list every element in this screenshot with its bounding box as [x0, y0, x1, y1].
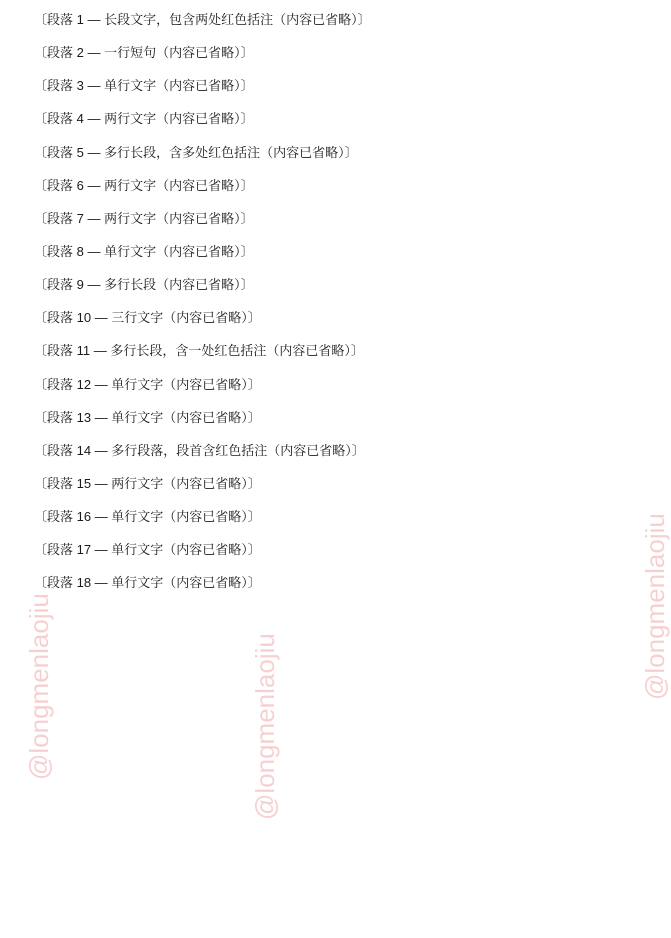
document-paragraph: 〔段落 12 — 单行文字（内容已省略）〕 [34, 376, 261, 392]
document-paragraph: 〔段落 7 — 两行文字（内容已省略）〕 [34, 210, 254, 226]
document-paragraph: 〔段落 16 — 单行文字（内容已省略）〕 [34, 509, 261, 525]
document-paragraph: 〔段落 11 — 多行长段，含一处红色括注（内容已省略）〕 [34, 343, 364, 359]
document-paragraph: 〔段落 17 — 单行文字（内容已省略）〕 [34, 542, 261, 558]
document-paragraph: 〔段落 3 — 单行文字（内容已省略）〕 [34, 78, 254, 94]
document-paragraph: 〔段落 14 — 多行段落，段首含红色括注（内容已省略）〕 [34, 442, 365, 458]
document-paragraph: 〔段落 5 — 多行长段，含多处红色括注（内容已省略）〕 [34, 144, 358, 160]
document-paragraph: 〔段落 15 — 两行文字（内容已省略）〕 [34, 475, 261, 491]
watermark-text: @longmenlaojiu [250, 633, 280, 820]
paragraph-list [8, 10, 663, 594]
watermark-text: @longmenlaojiu [640, 513, 670, 700]
watermark-text: @longmenlaojiu [24, 593, 54, 780]
document-paragraph: 〔段落 13 — 单行文字（内容已省略）〕 [34, 409, 261, 425]
document-paragraph: 〔段落 9 — 多行长段（内容已省略）〕 [34, 277, 254, 293]
document-paragraph: 〔段落 2 — 一行短句（内容已省略）〕 [34, 45, 254, 61]
document-paragraph: 〔段落 1 — 长段文字，包含两处红色括注（内容已省略）〕 [34, 12, 371, 27]
document-paragraph: 〔段落 8 — 单行文字（内容已省略）〕 [34, 243, 254, 259]
document-paragraph: 〔段落 6 — 两行文字（内容已省略）〕 [34, 177, 254, 193]
document-paragraph: 〔段落 10 — 三行文字（内容已省略）〕 [34, 310, 261, 326]
document-paragraph: 〔段落 18 — 单行文字（内容已省略）〕 [34, 575, 261, 591]
document-paragraph: 〔段落 4 — 两行文字（内容已省略）〕 [34, 111, 254, 127]
